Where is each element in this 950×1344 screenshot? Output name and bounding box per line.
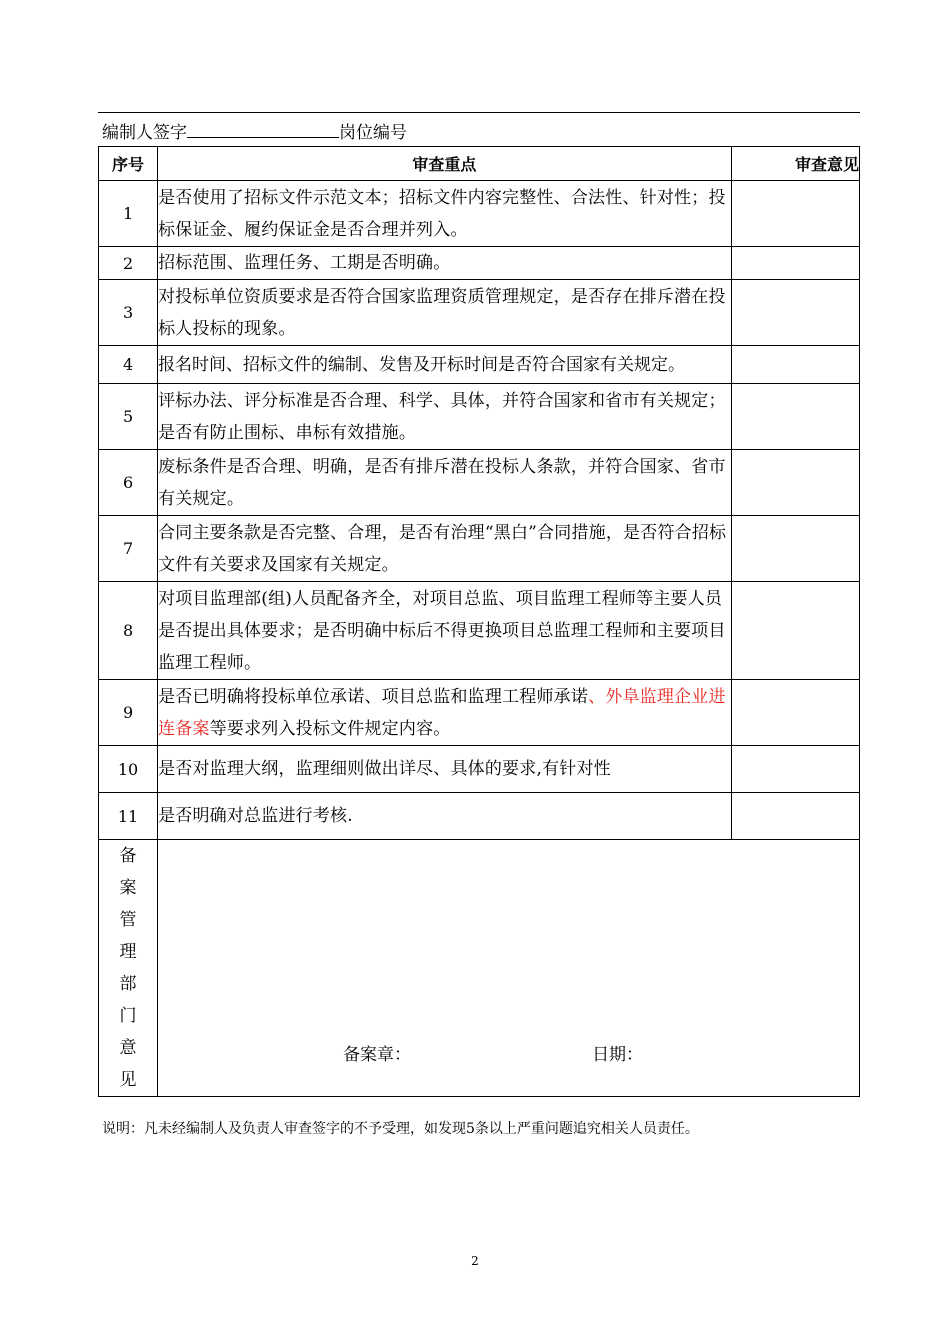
review-point: 报名时间、招标文件的编制、发售及开标时间是否符合国家有关规定。: [158, 346, 732, 384]
row-number: 11: [99, 793, 158, 840]
opinion-cell[interactable]: [731, 793, 859, 840]
table-row: [99, 247, 860, 280]
filing-label-char: 案: [119, 878, 137, 898]
opinion-cell[interactable]: [731, 516, 859, 582]
row-number: 7: [99, 516, 158, 582]
header-no: 序号: [99, 147, 158, 181]
review-table: [98, 146, 860, 1097]
table-row: [99, 181, 860, 247]
filing-label-char: 见: [119, 1070, 137, 1090]
row-number: 1: [99, 181, 158, 247]
top-rule: [98, 112, 860, 113]
table-row: [99, 746, 860, 793]
post-label: 岗位编号: [339, 123, 407, 143]
header-point: 审查重点: [158, 147, 732, 181]
opinion-cell[interactable]: [731, 746, 859, 793]
review-point-text: 是否已明确将投标单位承诺、项目总监和监理工程师承诺: [158, 686, 589, 707]
signer-blank[interactable]: [187, 121, 339, 138]
filing-label: [99, 840, 158, 1097]
filing-label-char: 部: [119, 974, 137, 994]
opinion-cell[interactable]: [731, 582, 859, 680]
review-point: 是否使用了招标文件示范文本；招标文件内容完整性、合法性、针对性；投标保证金、履约保证金是否合理并列入。: [158, 181, 732, 247]
row-number: 2: [99, 247, 158, 280]
table-row: [99, 516, 860, 582]
table-row: [99, 280, 860, 346]
opinion-cell[interactable]: [731, 247, 859, 280]
row-number: 9: [99, 680, 158, 746]
signer-label: 编制人签字: [102, 123, 187, 143]
review-point: 对项目监理部(组)人员配备齐全，对项目总监、项目监理工程师等主要人员是否提出具体要求；是否明确中标后不得更换项目总监理工程师和主要项目监理工程师。: [158, 582, 732, 680]
filing-label-char: 门: [119, 1006, 137, 1026]
review-point-text: 等要求列入投标文件规定内容。: [209, 718, 451, 739]
opinion-cell[interactable]: [731, 346, 859, 384]
review-point: [158, 680, 732, 746]
row-number: 4: [99, 346, 158, 384]
header-opinion: 审查意见: [731, 147, 859, 181]
row-number: 3: [99, 280, 158, 346]
table-header-row: [99, 147, 860, 181]
review-point: 是否明确对总监进行考核.: [158, 793, 732, 840]
highlighted-text: 、外阜监理企业进连备案: [158, 686, 726, 739]
row-number: 6: [99, 450, 158, 516]
page-number: 2: [471, 1254, 479, 1268]
table-row: [99, 384, 860, 450]
review-point: 对投标单位资质要求是否符合国家监理资质管理规定，是否存在排斥潜在投标人投标的现象。: [158, 280, 732, 346]
table-row: [99, 346, 860, 384]
footnote: 说明：凡未经编制人及负责人审查签字的不予受理，如发现5条以上严重问题追究相关人员责任。: [102, 1121, 699, 1137]
filing-label-char: 意: [119, 1038, 137, 1058]
review-point: 合同主要条款是否完整、合理，是否有治理“黑白”合同措施，是否符合招标文件有关要求及国家有关规定。: [158, 516, 732, 582]
review-point: 是否对监理大纲，监理细则做出详尽、具体的要求,有针对性: [158, 746, 732, 793]
row-number: 5: [99, 384, 158, 450]
row-number: 10: [99, 746, 158, 793]
date-label: 日期：: [592, 1045, 644, 1065]
opinion-cell[interactable]: [731, 181, 859, 247]
row-number: 8: [99, 582, 158, 680]
filing-label-char: 管: [119, 910, 137, 930]
table-row: [99, 793, 860, 840]
filing-label-char: 理: [119, 942, 137, 962]
review-point: 废标条件是否合理、明确，是否有排斥潜在投标人条款，并符合国家、省市有关规定。: [158, 450, 732, 516]
opinion-cell[interactable]: [731, 384, 859, 450]
table-row: [99, 680, 860, 746]
filing-row: [99, 840, 860, 1097]
signer-line: [102, 121, 407, 144]
opinion-cell[interactable]: [731, 450, 859, 516]
filing-opinion-area[interactable]: [158, 840, 860, 1097]
table-row: [99, 582, 860, 680]
filing-label-char: 备: [119, 846, 137, 866]
review-point: 评标办法、评分标准是否合理、科学、具体，并符合国家和省市有关规定；是否有防止围标、串标有效措施。: [158, 384, 732, 450]
table-row: [99, 450, 860, 516]
opinion-cell[interactable]: [731, 680, 859, 746]
review-point: 招标范围、监理任务、工期是否明确。: [158, 247, 732, 280]
opinion-cell[interactable]: [731, 280, 859, 346]
stamp-label: 备案章：: [343, 1045, 412, 1065]
